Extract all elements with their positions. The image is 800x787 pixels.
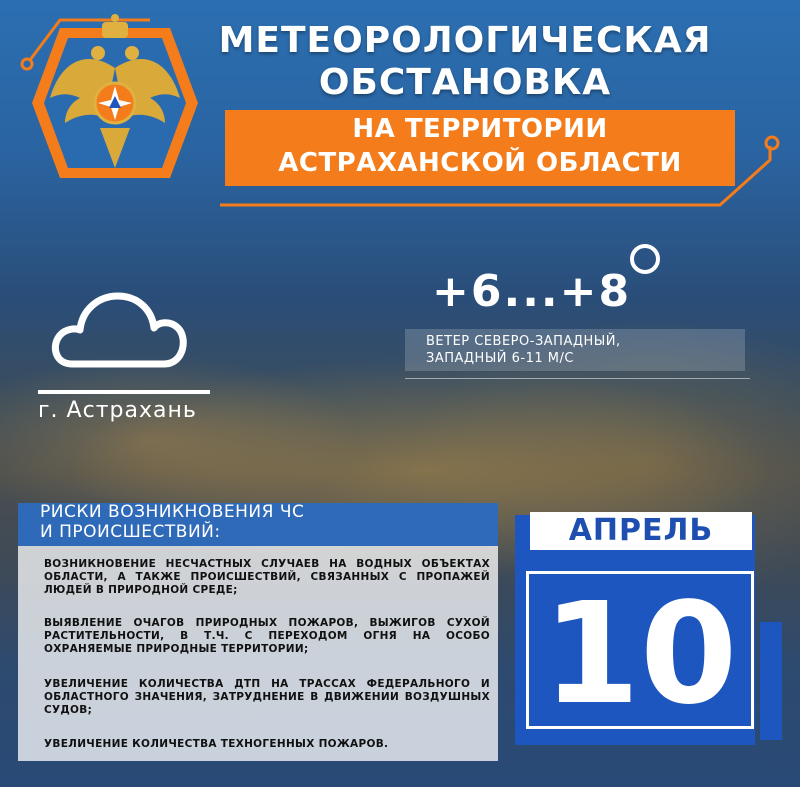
- risk-item: ВЫЯВЛЕНИЕ ОЧАГОВ ПРИРОДНЫХ ПОЖАРОВ, ВЫЖИГОВ СУХОЙ РАСТИТЕЛЬНОСТИ, В Т.Ч. С ПЕРЕХОДОМ ОГНЯ НА ОСОБО ОХРАНЯЕМЫЕ ПРИРОДНЫЕ ТЕРРИТОРИИ;: [44, 617, 490, 655]
- region-subtitle: [225, 112, 735, 180]
- wind-divider: [405, 378, 750, 379]
- title-line-2: ОБСТАНОВКА: [318, 62, 612, 103]
- risks-heading: [40, 502, 304, 542]
- title-line-1: МЕТЕОРОЛОГИЧЕСКАЯ: [218, 20, 712, 61]
- cloud-icon: [48, 288, 188, 370]
- risk-item: УВЕЛИЧЕНИЕ КОЛИЧЕСТВА ТЕХНОГЕННЫХ ПОЖАРОВ.: [44, 738, 389, 750]
- city-divider: [38, 390, 210, 394]
- emercom-emblem-icon: [30, 8, 200, 198]
- risk-item: ВОЗНИКНОВЕНИЕ НЕСЧАСТНЫХ СЛУЧАЕВ НА ВОДНЫХ ОБЪЕКТАХ ОБЛАСТИ, А ТАКЖЕ ПРОИСШЕСТВИЙ, СВЯЗАННЫХ С ПРОПАЖЕЙ ЛЮДЕЙ В ПРИРОДНОЙ СРЕДЕ;: [44, 558, 490, 596]
- temperature: +6...+8: [432, 266, 632, 317]
- wind-text: [426, 333, 621, 367]
- risks-heading-line-1: РИСКИ ВОЗНИКНОВЕНИЯ ЧС: [40, 502, 305, 522]
- risk-item: УВЕЛИЧЕНИЕ КОЛИЧЕСТВА ДТП НА ТРАССАХ ФЕДЕРАЛЬНОГО И ОБЛАСТНОГО ЗНАЧЕНИЯ, ЗАТРУДНЕНИЕ В ДВИЖЕНИИ ВОЗДУШНЫХ СУДОВ;: [44, 678, 490, 716]
- city-name: г. Астрахань: [38, 398, 197, 423]
- page-title: [190, 20, 740, 104]
- subtitle-line-2: АСТРАХАНСКОЙ ОБЛАСТИ: [278, 148, 682, 178]
- degree-icon: [630, 244, 660, 274]
- month-label: АПРЕЛЬ: [568, 513, 714, 548]
- day-number: 10: [542, 573, 738, 736]
- wind-line-2: ЗАПАДНЫЙ 6-11 М/С: [426, 351, 574, 366]
- wind-line-1: ВЕТЕР СЕВЕРО-ЗАПАДНЫЙ,: [426, 334, 621, 349]
- date-backdrop-tab: [760, 622, 782, 740]
- risks-heading-line-2: И ПРОИСШЕСТВИЙ:: [40, 522, 221, 542]
- subtitle-line-1: НА ТЕРРИТОРИИ: [352, 114, 608, 144]
